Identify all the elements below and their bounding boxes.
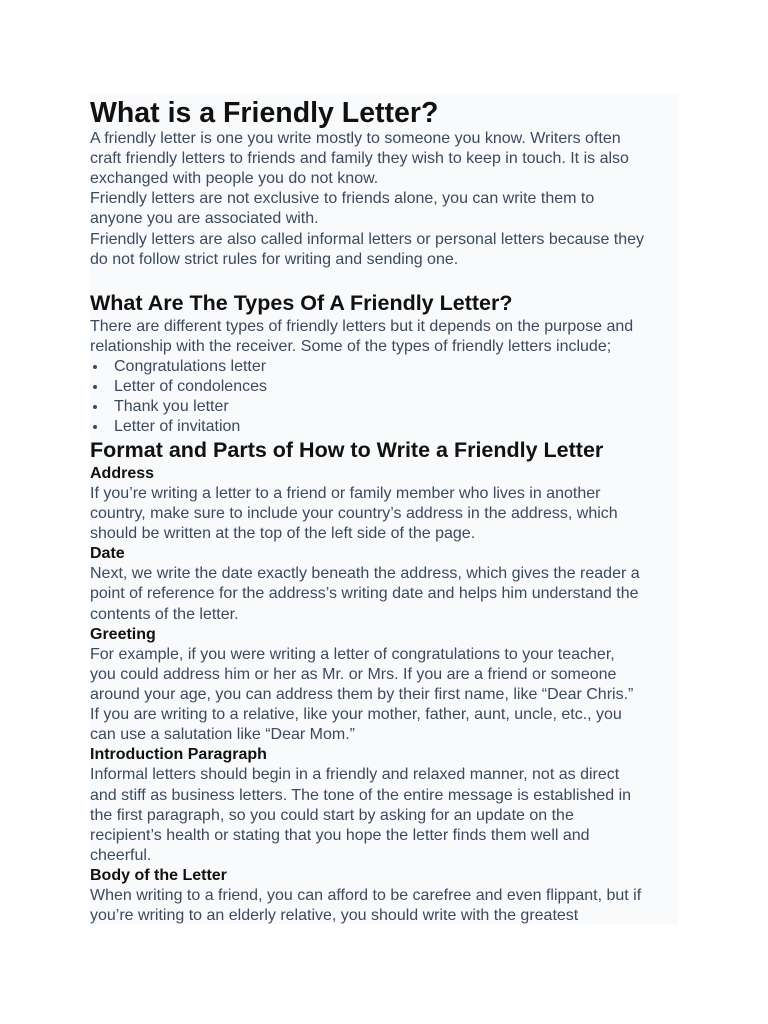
section-line: country, make sure to include your country’s address in the address, which bbox=[90, 505, 618, 522]
bullet-icon bbox=[93, 365, 97, 369]
section-line: should be written at the top of the left side of the page. bbox=[90, 525, 476, 542]
types-heading: What Are The Types Of A Friendly Letter? bbox=[90, 291, 513, 315]
intro-line: A friendly letter is one you write mostly to someone you know. Writers often bbox=[90, 130, 621, 147]
intro-line: do not follow strict rules for writing and sending one. bbox=[90, 251, 459, 268]
page-title: What is a Friendly Letter? bbox=[90, 97, 439, 129]
section-heading-date: Date bbox=[90, 545, 125, 562]
section-heading-address: Address bbox=[90, 465, 155, 482]
intro-line: anyone you are associated with. bbox=[90, 210, 319, 227]
intro-line: exchanged with people you do not know. bbox=[90, 170, 379, 187]
section-line: Informal letters should begin in a friendly and relaxed manner, not as direct bbox=[90, 766, 620, 783]
section-heading-introduction: Introduction Paragraph bbox=[90, 746, 267, 763]
list-item-label: Thank you letter bbox=[114, 398, 229, 415]
intro-line: craft friendly letters to friends and family they wish to keep in touch. It is also bbox=[90, 150, 629, 167]
section-line: and stiff as business letters. The tone of the entire message is established in bbox=[90, 787, 632, 804]
section-line: recipient’s health or stating that you hope the letter finds them well and bbox=[90, 827, 590, 844]
section-line: Next, we write the date exactly beneath the address, which gives the reader a bbox=[90, 565, 640, 582]
intro-line: Friendly letters are also called informal letters or personal letters because they bbox=[90, 231, 645, 248]
section-line: point of reference for the address’s writing date and helps him understand the bbox=[90, 585, 639, 602]
section-line: If you are writing to a relative, like your mother, father, aunt, uncle, etc., you bbox=[90, 706, 622, 723]
section-line: you’re writing to an elderly relative, you should write with the greatest bbox=[90, 907, 579, 924]
section-line: If you’re writing a letter to a friend or family member who lives in another bbox=[90, 485, 601, 502]
section-line: contents of the letter. bbox=[90, 606, 239, 623]
types-body-line: There are different types of friendly letters but it depends on the purpose and bbox=[90, 318, 634, 335]
bullet-icon bbox=[93, 425, 97, 429]
list-item bbox=[114, 357, 266, 377]
section-line: can use a salutation like “Dear Mom.” bbox=[90, 726, 355, 743]
section-line: For example, if you were writing a letter of congratulations to your teacher, bbox=[90, 646, 615, 663]
bullet-icon bbox=[93, 385, 97, 389]
list-item-label: Letter of condolences bbox=[114, 378, 267, 395]
section-line: the first paragraph, so you could start by asking for an update on the bbox=[90, 807, 574, 824]
list-item bbox=[114, 377, 267, 397]
list-item bbox=[114, 397, 229, 417]
section-heading-body: Body of the Letter bbox=[90, 867, 227, 884]
section-line: you could address him or her as Mr. or Mrs. If you are a friend or someone bbox=[90, 666, 617, 683]
list-item-label: Congratulations letter bbox=[114, 358, 267, 375]
list-item bbox=[114, 417, 240, 437]
bullet-icon bbox=[93, 405, 97, 409]
section-line: around your age, you can address them by their first name, like “Dear Chris.” bbox=[90, 686, 634, 703]
intro-line: Friendly letters are not exclusive to friends alone, you can write them to bbox=[90, 190, 595, 207]
types-body-line: relationship with the receiver. Some of the types of friendly letters include; bbox=[90, 338, 612, 355]
section-line: When writing to a friend, you can afford to be carefree and even flippant, but if bbox=[90, 887, 642, 904]
format-heading: Format and Parts of How to Write a Friendly Letter bbox=[90, 438, 604, 462]
section-heading-greeting: Greeting bbox=[90, 626, 156, 643]
document-page bbox=[90, 94, 678, 924]
list-item-label: Letter of invitation bbox=[114, 418, 241, 435]
section-line: cheerful. bbox=[90, 847, 152, 864]
